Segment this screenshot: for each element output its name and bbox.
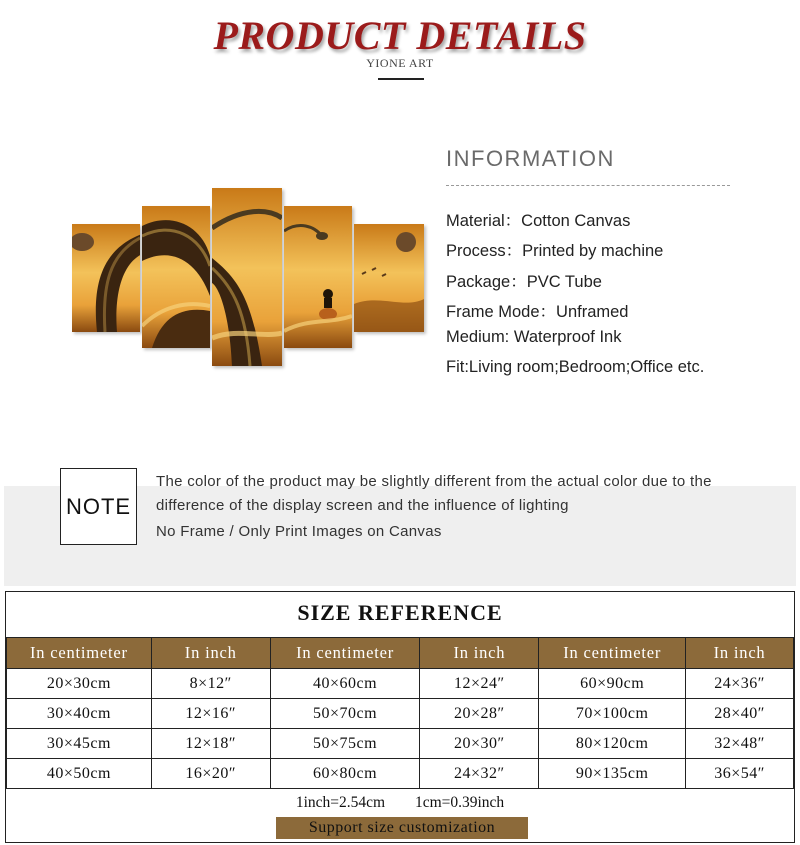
note-label: NOTE (60, 468, 137, 545)
conversion-inch-to-cm: 1inch=2.54cm (295, 794, 386, 811)
conversion-cm-to-inch: 1cm=0.39inch (414, 794, 505, 811)
table-cell: 90×135cm (539, 759, 686, 789)
col-header: In centimeter (270, 638, 420, 669)
artwork-panel (142, 206, 210, 348)
info-fit: Fit:Living room;Bedroom;Office etc. (446, 358, 705, 377)
size-title: SIZE REFERENCE (297, 600, 503, 625)
table-cell: 60×90cm (539, 669, 686, 699)
table-cell: 50×70cm (270, 699, 420, 729)
artwork-panel (354, 224, 424, 332)
col-header: In centimeter (7, 638, 152, 669)
size-table (6, 637, 794, 789)
info-package: Package：PVC Tube (446, 272, 602, 291)
table-cell: 50×75cm (270, 729, 420, 759)
artwork-panel (212, 188, 282, 366)
table-cell: 28×40″ (686, 699, 794, 729)
table-cell: 12×24″ (420, 669, 539, 699)
table-cell: 60×80cm (270, 759, 420, 789)
unit-conversion (6, 794, 794, 812)
table-cell: 30×45cm (7, 729, 152, 759)
note-text: The color of the product may be slightly different from the actual color due to the difference of the display screen and the influence of lighting (156, 473, 712, 514)
table-cell: 12×18″ (151, 729, 270, 759)
col-header: In inch (686, 638, 794, 669)
table-row (7, 669, 794, 699)
brand-underline (378, 78, 424, 80)
note-subtext: No Frame / Only Print Images on Canvas (156, 523, 442, 540)
info-medium: Medium: Waterproof Ink (446, 328, 622, 347)
table-cell: 30×40cm (7, 699, 152, 729)
table-cell: 80×120cm (539, 729, 686, 759)
size-table-header (7, 638, 794, 669)
size-reference (5, 591, 795, 843)
table-cell: 16×20″ (151, 759, 270, 789)
table-cell: 70×100cm (539, 699, 686, 729)
col-header: In centimeter (539, 638, 686, 669)
artwork-preview (70, 186, 430, 368)
table-row (7, 699, 794, 729)
info-frame-mode: Frame Mode：Unframed (446, 302, 629, 321)
customization-banner: Support size customization (276, 817, 528, 839)
artwork-panel (72, 224, 140, 332)
table-cell: 8×12″ (151, 669, 270, 699)
table-cell: 20×28″ (420, 699, 539, 729)
table-cell: 20×30″ (420, 729, 539, 759)
info-process: Process：Printed by machine (446, 242, 664, 261)
info-list (446, 207, 704, 389)
table-cell: 24×32″ (420, 759, 539, 789)
info-divider (446, 185, 730, 186)
artwork-panel (284, 206, 352, 348)
table-cell: 40×60cm (270, 669, 420, 699)
page-title: PRODUCT DETAILS (213, 13, 587, 58)
table-cell: 12×16″ (151, 699, 270, 729)
col-header: In inch (151, 638, 270, 669)
brand-name: YIONE ART (366, 56, 434, 70)
info-material: Material：Cotton Canvas (446, 212, 631, 230)
table-cell: 24×36″ (686, 669, 794, 699)
table-cell: 40×50cm (7, 759, 152, 789)
col-header: In inch (420, 638, 539, 669)
table-cell: 32×48″ (686, 729, 794, 759)
table-cell: 20×30cm (7, 669, 152, 699)
info-heading: INFORMATION (446, 146, 615, 171)
table-row (7, 729, 794, 759)
table-cell: 36×54″ (686, 759, 794, 789)
table-row (7, 759, 794, 789)
